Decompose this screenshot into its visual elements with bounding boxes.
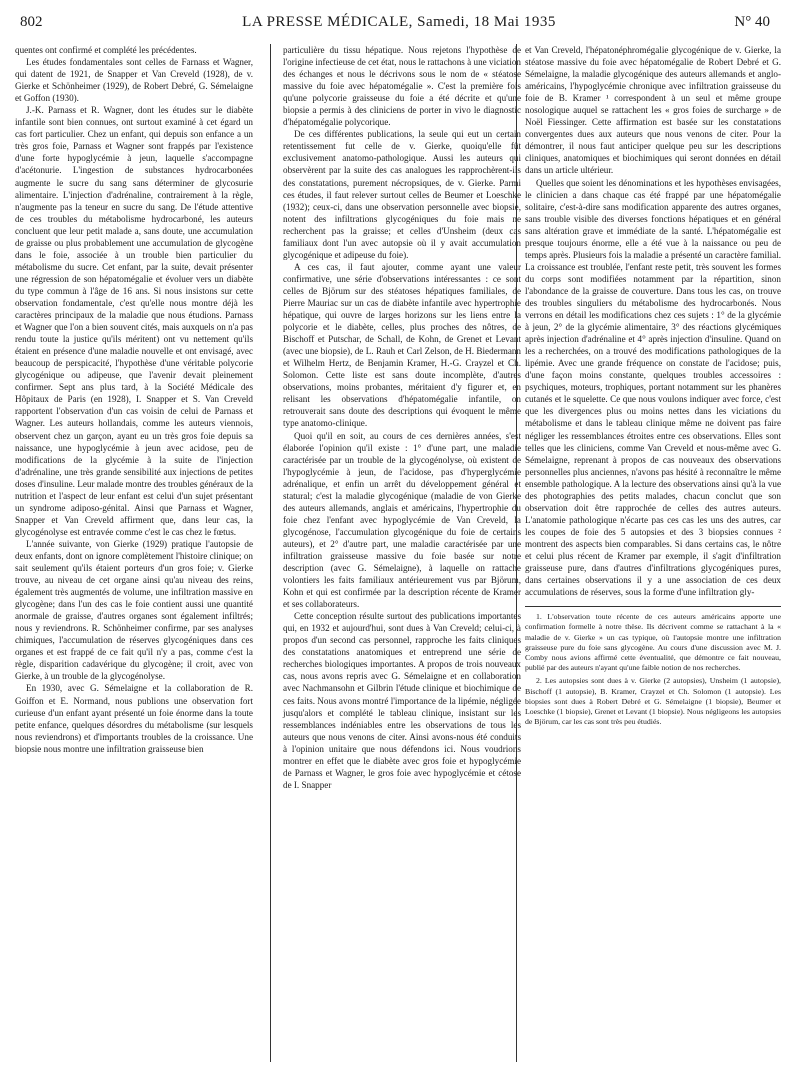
page-number: 802 (20, 14, 43, 30)
paragraph: Les études fondamentales sont celles de Farnass et Wagner, qui datent de 1921, de Snapper et Van Creveld (1928), de v. Gierke et Schönheimer (1929), de Robert Debré, G. Sémelaigne et Goffon (1930). (15, 57, 253, 104)
column-divider (270, 44, 271, 1062)
page-header (14, 12, 784, 38)
footnote-divider (525, 606, 781, 607)
paragraph: Quelles que soient les dénominations et les hypothèses envisagées, le clinicien a dans chaque cas été frappé par une hépatomégalie solitaire, c'est-à-dire sans modification apparente des autres organes, sans trouble visible des diverses fonctions hépatiques et en général sans altération grave et immédiate de la santé. L'hépatomégalie est presque toujours énorme, elle a été vue à la naissance ou peu de temps après. Plusieurs fois la maladie a présenté un caractère familial. La croissance est troublée, l'enfant reste petit, très souvent les formes du corps sont modifiées notamment par la répartition, sinon l'abondance de la graisse de couverture. Dans tous les cas, on trouve des troubles singuliers du métabolisme des hydrocarbonés. Nous verrons en détail les modifications chez ces sujets : 1° de la glycémie à jeun, 2° de la glycémie alimentaire, 3° des réactions glycémiques après injection d'adrénaline et 4° après injection d'insuline. Quand on les a recherchées, on a trouvé des modifications pathologiques de la lipémie. Avec une grande fréquence on constate de l'acidose; puis, d'une façon moins constante, quelques troubles accessoires : psychiques, moteurs, trophiques, portant notamment sur les phanères cutanés et le squelette. Ce que nous voulons indiquer avec force, c'est que les divergences plus ou moins nettes dans les viciations du métabolisme et dans le tableau clinique même ne doivent pas faire négliger les ressemblances étroites entre ces observations. Elles sont telles que les cliniciens, comme Van Creveld et nous-même avec G. Sémelaigne, reprenant à propos de cas nouveaux des observations personnelles plus anciennes, n'avons pas hésité à reconnaître le même ensemble pathologique. A la lecture des observations ainsi qu'à la vue des photographies des petits malades, chacun conclut que son observation doit être rapprochée de celles des autres auteurs. L'anatomie pathologique n'écarte pas ces cas les uns des autres, car les coupes de foie des 5 autopsies et des 3 biopsies connues ² montrent des aspects bien comparables. Si dans certains cas, le nôtre et celui plus récent de Kramer par exemple, il s'agit d'infiltration graisseuse pure, dans d'autres d'infiltrations glycogéniques pures, dans certaines observations il y a une association de ces deux accumulations de réserves, sous la forme d'une infiltration gly- (525, 177, 781, 598)
paragraph: Cette conception résulte surtout des publications importantes qui, en 1932 et aujourd'hui, sont dues à Van Creveld; celui-ci, à propos d'un second cas personnel, rapproche les faits cliniques des constatations anatomiques et entreprend une série de recherches biologiques importantes. A propos de trois nouveaux cas, nous avons repris avec G. Sémelaigne et en collaboration avec Nachmansohn et Gilbrin l'étude clinique et biochimique de ces faits. Nous avons montré l'importance de la lipémie, négligée jusqu'alors et complété le tableau clinique, insistant sur les ressemblances indéniables entre les observations de tous les auteurs que nous venons de citer. Ainsi avons-nous été conduits à l'opinion unitaire que nous défendons ici. Nous voudrions montrer en effet que le diabète avec gros foie et hypoglycémie de Parnass et Wagner, le gros foie avec hypoglycémie et cétose de I. Snapper (283, 611, 521, 790)
paragraph: J.-K. Parnass et R. Wagner, dont les études sur le diabète infantile sont bien connues, ont surtout examiné à cet égard un cas fort particulier. Chez un enfant, qui depuis son enfance a un très gros foie, Parnass et Wagner sont frappés par l'existence d'une forte hypoglycémie à jeun, laquelle s'accompagne d'acétonurie. L'ingestion de substances hydrocarbonées augmente le sucre du sang sans déterminer de glycosurie alimentaire. L'injection d'adrénaline, contrairement à la règle, n'augmente pas la teneur en sucre du sang. De l'étude attentive de ces troubles du métabolisme hydrocarboné, les auteurs concluent que leur petit malade a, sans doute, une accumulation de graisse ou plus probablement une accumulation de glycogène dans le foie, associée à un trouble bien particulier du métabolisme du sucre. Cet enfant, par la suite, devait présenter une régression de son hépatomégalie et évoluer vers un diabète du type commun à l'âge de 16 ans. Si nous insistons sur cette observation fondamentale, c'est qu'elle nous montre déjà les caractères principaux de la maladie que nous étudions. Parnass et Wagner que l'on a bien souvent cités, mais auxquels on n'a pas rendu toute la justice qu'ils méritent) ont vu nettement qu'ils étaient en présence d'une maladie nouvelle et ont envisagé, avec beaucoup de perspicacité, l'hypothèse d'une véritable polycorie glycogénique ou adipeuse, que l'avenir devait pleinement confirmer. Sept ans plus tard, à la Société Médicale des Hôpitaux de Paris (en 1928), I. Snapper et S. Van Creveld rapportent l'observation d'un cas voisin de celui de Parnass et Wagner. Les auteurs hollandais, comme les auteurs viennois, observent chez un garçon, ayant eu un très gros foie depuis sa naissance, une hypoglycémie à jeun avec acidose, peu de modifications de la glycémie à la suite de l'injection d'adrénaline, une très grande sensibilité aux injections de petites doses d'insuline. Leur malade montre des troubles généraux de la nutrition et l'aspect de leur enfant est celui d'un sujet présentant un syndrome adiposo-génital. Ainsi que Parnass et Wagner, Snapper et Van Creveld affirment que, dans leur cas, la glycogénolyse est entravée comme c'est le cas chez le fœtus. (15, 105, 253, 537)
text-column-1 (15, 44, 253, 755)
paragraph: et Van Creveld, l'hépatonéphromégalie glycogénique de v. Gierke, la stéatose massive du foie avec hépatomégalie de Robert Debré et G. Sémelaigne, la maladie glycogénique des auteurs allemands et anglo-américains, l'hypoglycémie chronique avec infiltration graisseuse du foie de B. Kramer ¹ correspondent à un seul et même groupe nosologique auquel se rattachent les « gros foies de surcharge » de Noël Fiessinger. Cette affirmation est basée sur les constatations convergentes dues aux auteurs que nous venons de citer. Pour la démontrer, il nous faut anticiper quelque peu sur les descriptions cliniques, anatomiques et biochimiques qui seront données en détail dans un article ultérieur. (525, 45, 781, 176)
paragraph: quentes ont confirmé et complété les précédentes. (15, 45, 197, 55)
footnote: 1. L'observation toute récente de ces auteurs américains apporte une confirmation formelle à notre thèse. Ils décrivent comme se rattachant à la « maladie de v. Gierke » un cas typique, où l'autopsie montre une infiltration graisseuse pure du foie sans glycogène. Au cours d'une discussion avec M. J. Comby nous avions affirmé cette éventualité, que démontre ce fait nouveau, publié par des auteurs n'ayant qu'une faible notion de nos recherches. (525, 612, 781, 673)
paragraph: particulière du tissu hépatique. Nous rejetons l'hypothèse de l'origine infectieuse de cet état, nous le rattachons à une viciation des échanges et nous le décrivons sous le nom de « stéatose massive du foie avec hépatomégalie ». C'est la première fois qu'une polycorie graisseuse du foie a été décrite et qu'une biopsie a permis à des cliniciens de porter in vivo le diagnostic d'hépatomégalie polycorique. (283, 45, 521, 128)
paragraph: A ces cas, il faut ajouter, comme ayant une valeur confirmative, une série d'observations intéressantes : ce sont celles de Björum sur des stéatoses hépatiques familiales, de Pierre Mauriac sur un cas de diabète infantile avec hypertrophie hépatique, qui ouvre de larges horizons sur les liens entre la polycorie et le diabète, celles, plus proches des nôtres, de Bischoff et Putschar, de Schall, de Kohn, de Grenet et Levant (avec une biopsie), de L. Rauh et Carl Zelson, de H. Biedermann et Wilhelm Hertz, de Benjamin Kramer, H.-G. Crayzel et Ch. Solomon. Cette liste est sans doute incomplète, d'autres observations, moins probantes, méritaient d'y figurer et, en relisant les observations d'hépatomégalie infantile, on retrouverait sans doute des descriptions qui évoquent le même type anatomo-clinique. (283, 261, 521, 429)
text-column-3 (525, 44, 781, 727)
paragraph: Quoi qu'il en soit, au cours de ces dernières années, s'est élaborée l'opinion qu'il existe : 1° d'une part, une maladie caractérisée par un trouble de la glycogénolyse, où existent de l'hypoglycémie à jeun, de l'acidose, pas d'hyperglycémie adrénalique, et enfin un arrêt du développement général et statural; c'est la maladie glycogénique (maladie de von Gierke des auteurs allemands, anglais et américains, l'hypertrophie du foie chez l'enfant avec hypoglycémie de Van Creveld, la glycogénose, l'accumulation glycogénique du foie de certains auteurs), et 2° d'autre part, une maladie caractérisée par une infiltration graisseuse massive du foie basée sur notre description (avec G. Sémelaigne), à laquelle on rattache volontiers les faits familiaux antérieurement vus par Björum, Kohn et qui est confirmée par la description récente de Kramer et ses collaborateurs. (283, 430, 521, 610)
text-column-2 (283, 44, 521, 791)
paragraph: L'année suivante, von Gierke (1929) pratique l'autopsie de deux enfants, dont on ignore complètement l'histoire clinique; on sait seulement qu'ils étaient porteurs d'un gros foie; v. Gierke trouve, au niveau de cet organe ainsi qu'au niveau des reins, également très augmentés de volume, une infiltration massive en glycogène; dans l'un des cas le foie contient aussi une quantité anormale de graisse, d'autres organes sont également infiltrés; nous y reviendrons. R. Schönheimer confirme, par ses analyses chimiques, l'accumulation de réserves glycogéniques dans ces organes et est frappé de ce fait qu'il n'y a pas, comme c'est la règle, disparition cadavérique du glycogène; il croit, avec von Gierke, à un trouble de la glycogénolyse. (15, 538, 253, 682)
issue-number: N° 40 (734, 14, 770, 30)
journal-title: LA PRESSE MÉDICALE, Samedi, 18 Mai 1935 (242, 14, 556, 30)
paragraph: En 1930, avec G. Sémelaigne et la collaboration de R. Goiffon et E. Normand, nous publions une observation fort curieuse d'un enfant ayant présenté un foie énorme dans la toute petite enfance, quelques désordres du métabolisme (sur lesquels nous reviendrons) et d'importants troubles de la croissance. Une biopsie nous montre une infiltration graisseuse bien (15, 683, 253, 754)
paragraph: De ces différentes publications, la seule qui eut un certain retentissement fut celle de v. Gierke, quoiqu'elle fût exclusivement anatomo-pathologique. Aussi les auteurs qui observèrent par la suite des cas analogues les rapprochèrent-ils des constatations, purement nécropsiques, de v. Gierke. Parmi ces études, il faut relever surtout celles de Beumer et Loeschke (1932); ceux-ci, dans une observation personnelle avec biopsie, notent des infiltrations glycogéniques du foie mais ne recherchent pas la graisse; et celles d'Unsheim (deux cas familiaux dont l'un avec autopsie où il y avait accumulation glycogénique et adipeuse du foie). (283, 129, 521, 260)
footnote: 2. Les autopsies sont dues à v. Gierke (2 autopsies), Unsheim (1 autopsie), Bischoff (1 autopsie), B. Kramer, Crayzel et Ch. Solomon (1 autopsie). Les biopsies sont dues à Robert Debré et G. Sémelaigne (1 biopsie), Beumer et Loeschke (1 biopsie), Grenet et Levant (1 biopsie). Nous négligeons les autopsies de Björum, car les cas sont très peu étudiés. (525, 676, 781, 727)
